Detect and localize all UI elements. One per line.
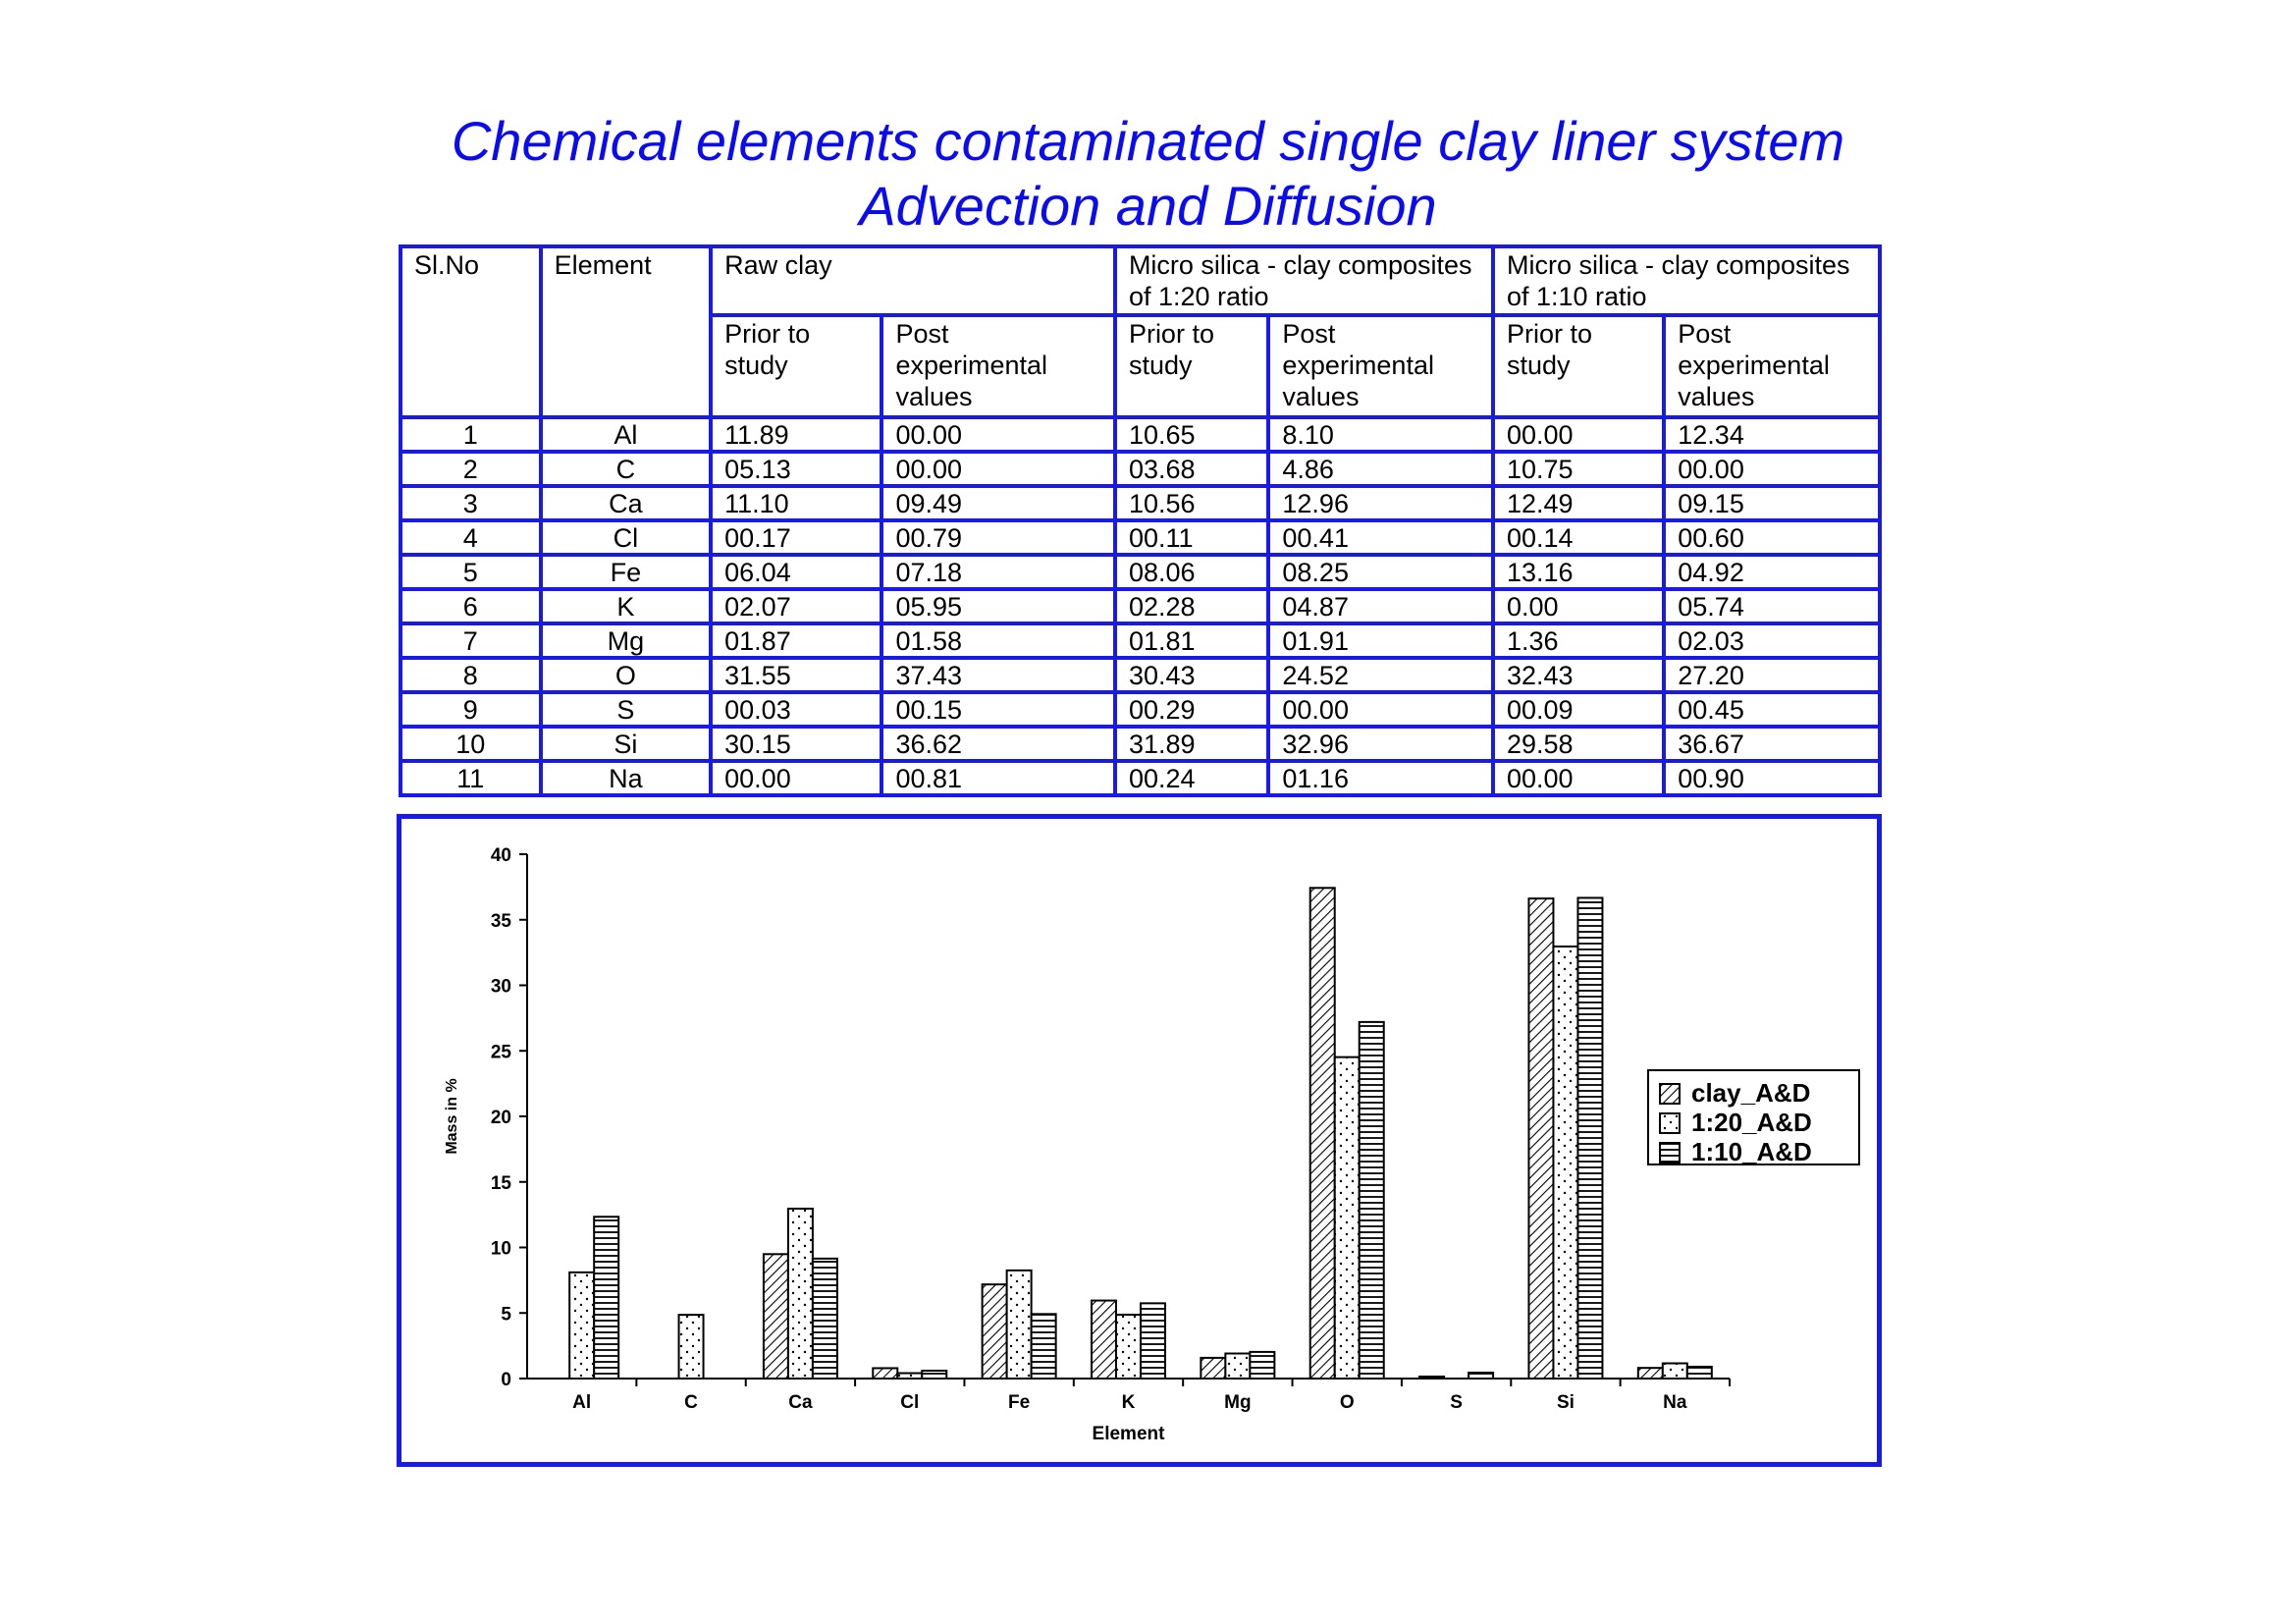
chart-frame	[397, 814, 1882, 1467]
cell-value: 05.13	[711, 452, 881, 486]
cell-element: Si	[541, 727, 712, 761]
cell-element: Fe	[541, 555, 712, 589]
bar-Mg-3	[1250, 1352, 1274, 1379]
cell-element: S	[541, 692, 712, 727]
bar-Fe-2	[1007, 1271, 1032, 1379]
cell-value: 00.29	[1115, 692, 1268, 727]
cell-value: 01.81	[1115, 623, 1268, 658]
y-axis-label: Mass in %	[444, 1078, 460, 1155]
x-tick-label: Al	[572, 1392, 592, 1413]
cell-value: 4.86	[1268, 452, 1493, 486]
cell-value: 00.00	[1268, 692, 1493, 727]
bar-Ca-1	[764, 1254, 788, 1379]
cell-slno: 4	[400, 520, 541, 555]
bar-Na-3	[1687, 1367, 1712, 1379]
cell-value: 09.49	[881, 486, 1115, 520]
bar-Mg-1	[1201, 1358, 1225, 1379]
bar-K-2	[1116, 1315, 1141, 1379]
bar-Al-2	[569, 1272, 594, 1379]
cell-slno: 7	[400, 623, 541, 658]
cell-value: 12.34	[1664, 417, 1880, 452]
cell-value: 08.25	[1268, 555, 1493, 589]
cell-value: 03.68	[1115, 452, 1268, 486]
bar-Si-3	[1577, 897, 1602, 1379]
y-tick-label: 40	[490, 845, 511, 866]
bar-K-1	[1092, 1301, 1116, 1379]
x-axis-label: Element	[1092, 1424, 1165, 1444]
cell-value: 01.16	[1268, 761, 1493, 795]
cell-value: 10.56	[1115, 486, 1268, 520]
cell-slno: 8	[400, 658, 541, 692]
cell-value: 00.17	[711, 520, 881, 555]
cell-value: 12.96	[1268, 486, 1493, 520]
cell-value: 30.43	[1115, 658, 1268, 692]
cell-value: 05.74	[1664, 589, 1880, 623]
cell-value: 02.03	[1664, 623, 1880, 658]
cell-value: 08.06	[1115, 555, 1268, 589]
y-tick-label: 0	[501, 1370, 511, 1390]
cell-value: 04.87	[1268, 589, 1493, 623]
cell-value: 01.87	[711, 623, 881, 658]
table-row	[400, 486, 1880, 520]
bar-Ca-3	[813, 1259, 837, 1379]
x-tick-label: O	[1339, 1392, 1355, 1413]
table-row	[400, 452, 1880, 486]
legend-label: 1:20_A&D	[1691, 1108, 1812, 1137]
cell-value: 00.09	[1493, 692, 1664, 727]
cell-value: 10.75	[1493, 452, 1664, 486]
y-tick-label: 35	[490, 910, 511, 932]
subheader-post: Post experimental values	[1664, 315, 1880, 417]
cell-value: 00.00	[711, 761, 881, 795]
bar-C-2	[679, 1315, 704, 1379]
y-tick-label: 10	[490, 1238, 511, 1260]
subheader-prior: Prior to study	[711, 315, 881, 417]
cell-element: K	[541, 589, 712, 623]
cell-element: Cl	[541, 520, 712, 555]
cell-value: 24.52	[1268, 658, 1493, 692]
bar-O-2	[1335, 1057, 1360, 1379]
cell-value: 12.49	[1493, 486, 1664, 520]
cell-element: C	[541, 452, 712, 486]
header-microsilica-1-20: Micro silica - clay composites of 1:20 ratio	[1115, 246, 1493, 315]
cell-value: 02.28	[1115, 589, 1268, 623]
cell-value: 01.91	[1268, 623, 1493, 658]
cell-value: 30.15	[711, 727, 881, 761]
legend-swatch	[1660, 1084, 1680, 1104]
bar-O-1	[1310, 888, 1335, 1379]
cell-value: 36.67	[1664, 727, 1880, 761]
subheader-prior: Prior to study	[1115, 315, 1268, 417]
table-row	[400, 692, 1880, 727]
bar-Fe-1	[983, 1284, 1007, 1379]
cell-value: 13.16	[1493, 555, 1664, 589]
bar-O-3	[1360, 1022, 1384, 1379]
cell-slno: 2	[400, 452, 541, 486]
cell-value: 32.96	[1268, 727, 1493, 761]
cell-value: 10.65	[1115, 417, 1268, 452]
y-tick-label: 15	[490, 1172, 511, 1194]
y-tick-label: 30	[490, 976, 511, 998]
cell-value: 01.58	[881, 623, 1115, 658]
x-tick-label: C	[684, 1392, 698, 1413]
cell-value: 31.89	[1115, 727, 1268, 761]
cell-slno: 11	[400, 761, 541, 795]
bar-Si-1	[1528, 898, 1553, 1379]
y-tick-label: 5	[501, 1304, 511, 1326]
cell-value: 04.92	[1664, 555, 1880, 589]
chart-title: Chemical elements contaminated single clay liner system	[451, 110, 1845, 172]
cell-slno: 3	[400, 486, 541, 520]
cell-value: 11.10	[711, 486, 881, 520]
cell-value: 00.60	[1664, 520, 1880, 555]
bar-Cl-2	[897, 1374, 922, 1379]
x-tick-label: Si	[1556, 1392, 1575, 1413]
bar-Ca-2	[788, 1209, 813, 1379]
legend-swatch	[1660, 1113, 1680, 1133]
cell-value: 06.04	[711, 555, 881, 589]
table-row	[400, 727, 1880, 761]
cell-value: 00.90	[1664, 761, 1880, 795]
cell-value: 32.43	[1493, 658, 1664, 692]
x-tick-label: K	[1121, 1392, 1136, 1413]
cell-element: O	[541, 658, 712, 692]
x-tick-label: Cl	[900, 1392, 920, 1413]
cell-value: 09.15	[1664, 486, 1880, 520]
cell-value: 8.10	[1268, 417, 1493, 452]
cell-value: 00.00	[1493, 761, 1664, 795]
cell-value: 29.58	[1493, 727, 1664, 761]
cell-slno: 1	[400, 417, 541, 452]
cell-slno: 9	[400, 692, 541, 727]
table-row	[400, 623, 1880, 658]
subheader-post: Post experimental values	[881, 315, 1115, 417]
cell-element: Mg	[541, 623, 712, 658]
cell-value: 05.95	[881, 589, 1115, 623]
bar-Si-2	[1553, 947, 1577, 1379]
y-tick-label: 20	[490, 1108, 511, 1128]
header-raw-clay: Raw clay	[711, 246, 1115, 315]
x-tick-label: Ca	[788, 1392, 813, 1413]
bar-Al-3	[594, 1217, 618, 1379]
cell-value: 00.45	[1664, 692, 1880, 727]
cell-value: 1.36	[1493, 623, 1664, 658]
y-tick-label: 25	[490, 1042, 511, 1063]
cell-value: 37.43	[881, 658, 1115, 692]
x-tick-label: Na	[1663, 1392, 1687, 1413]
cell-value: 00.03	[711, 692, 881, 727]
data-table	[399, 244, 1882, 797]
cell-value: 27.20	[1664, 658, 1880, 692]
cell-slno: 10	[400, 727, 541, 761]
header-microsilica-1-10: Micro silica - clay composites of 1:10 ratio	[1493, 246, 1880, 315]
subheader-prior: Prior to study	[1493, 315, 1664, 417]
bar-Cl-1	[873, 1368, 897, 1379]
table-row	[400, 555, 1880, 589]
legend-swatch	[1660, 1143, 1680, 1163]
bar-K-3	[1141, 1303, 1165, 1379]
cell-value: 00.00	[1664, 452, 1880, 486]
table-row	[400, 417, 1880, 452]
x-tick-label: Mg	[1224, 1392, 1252, 1413]
bar-chart	[401, 819, 1877, 1462]
subheader-post: Post experimental values	[1268, 315, 1493, 417]
cell-value: 02.07	[711, 589, 881, 623]
table-row	[400, 589, 1880, 623]
cell-value: 00.81	[881, 761, 1115, 795]
cell-value: 00.14	[1493, 520, 1664, 555]
bar-Na-2	[1663, 1364, 1687, 1379]
chart-subtitle: Advection and Diffusion	[859, 175, 1437, 237]
header-element: Element	[541, 246, 712, 417]
cell-value: 07.18	[881, 555, 1115, 589]
bar-Fe-3	[1032, 1314, 1056, 1379]
cell-value: 31.55	[711, 658, 881, 692]
table-row	[400, 520, 1880, 555]
table-row	[400, 658, 1880, 692]
cell-value: 00.00	[881, 452, 1115, 486]
cell-value: 00.15	[881, 692, 1115, 727]
cell-slno: 6	[400, 589, 541, 623]
bar-S-3	[1468, 1373, 1493, 1379]
cell-element: Ca	[541, 486, 712, 520]
cell-value: 00.11	[1115, 520, 1268, 555]
cell-slno: 5	[400, 555, 541, 589]
chart-legend	[1648, 1070, 1859, 1166]
bar-S-1	[1419, 1377, 1444, 1379]
x-tick-label: S	[1450, 1392, 1463, 1413]
legend-label: 1:10_A&D	[1691, 1137, 1812, 1166]
cell-value: 00.00	[881, 417, 1115, 452]
cell-value: 36.62	[881, 727, 1115, 761]
cell-value: 00.24	[1115, 761, 1268, 795]
cell-value: 00.41	[1268, 520, 1493, 555]
table-row	[400, 761, 1880, 795]
cell-value: 11.89	[711, 417, 881, 452]
bar-Na-1	[1638, 1368, 1663, 1379]
bar-Mg-2	[1225, 1354, 1250, 1379]
header-slno: Sl.No	[400, 246, 541, 417]
cell-element: Al	[541, 417, 712, 452]
cell-value: 00.00	[1493, 417, 1664, 452]
cell-element: Na	[541, 761, 712, 795]
cell-value: 0.00	[1493, 589, 1664, 623]
bar-Cl-3	[922, 1371, 946, 1379]
legend-label: clay_A&D	[1691, 1078, 1811, 1108]
x-tick-label: Fe	[1008, 1392, 1031, 1413]
cell-value: 00.79	[881, 520, 1115, 555]
